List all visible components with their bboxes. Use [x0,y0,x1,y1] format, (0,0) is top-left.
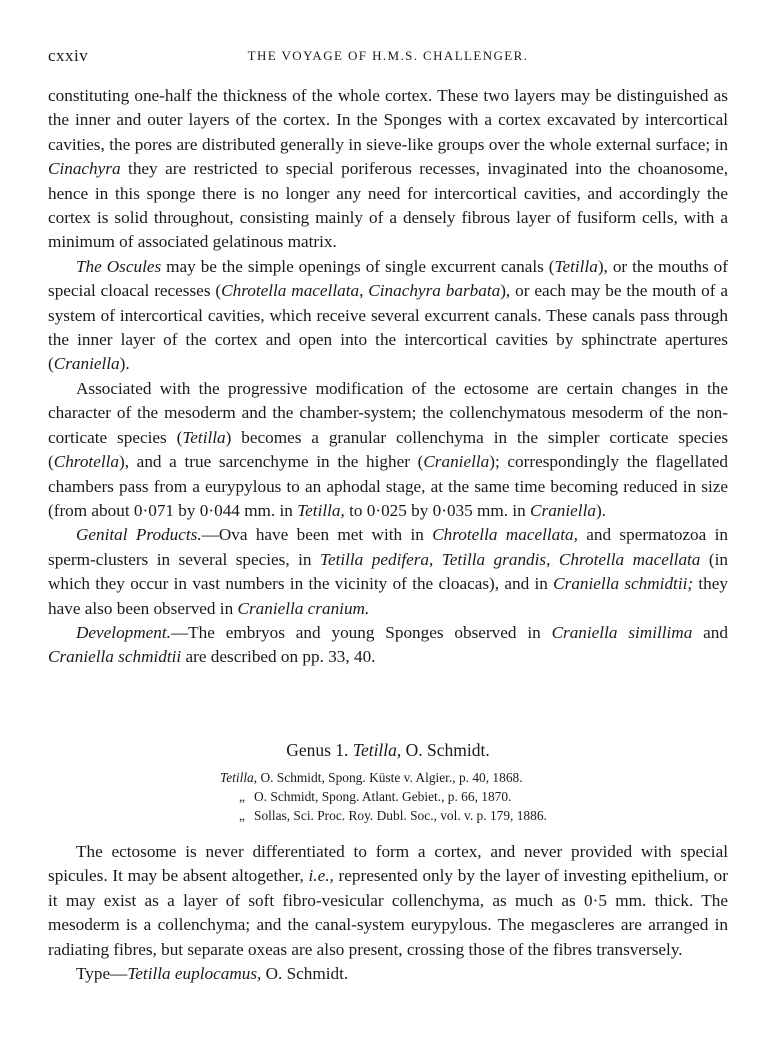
text-run: —The embryos and young Sponges observed in [170,622,552,642]
taxon-name: Chrotella macellata, Cinachyra barbata [221,281,501,301]
section-lead: The Oscules [76,256,162,276]
taxon-name: Tetilla [554,256,598,276]
taxon-name: Craniella [423,452,490,472]
text-run: they have also been observed in [48,574,728,618]
text-run: Type— [76,964,128,984]
text-run: constituting one-half the thickness of the whole cortex. These two layers may be distinguished as the inner and outer layers of the cortex. In the Sponges with a cortex excavated by intercortical cavities, the pores are distributed generally in sieve-like groups over the whole external surface; in [48,86,728,154]
taxon-name: Tetilla, [297,500,345,520]
text-run: represented only by the layer of investing epithelium, or it may exist as a layer of soft fibro-vesicular collenchyma, as much as 0·5 mm. thick. The mesoderm is a collenchyma; and the canal-system eurypylous. The megascleres are arranged in radiating fibres, but separate oxeas are also present, crossing those of the fibres transversely. [48,866,729,959]
reference-list [220,768,728,825]
taxon-name: Craniella [53,354,120,374]
paragraph-ectosome [48,840,728,962]
text-run: ). [595,500,606,520]
taxon-name: Craniella simillima [551,622,693,642]
text-run: ). [119,354,130,374]
reference-item [230,787,728,806]
paragraph-development [48,621,728,670]
text-run: they are restricted to special poriferous recesses, invaginated into the choanosome, hence in this sponge there is no longer any need for intercortical cavities, and accordingly the cortex is solid throughout, consisting mainly of a densely fibrous layer of fusiform cells, with a minimum of associated gelatinous matrix. [48,159,728,252]
text-run: The ectosome is never differentiated to form a cortex, and never provided with special spicules. It may be absent altogether, [48,842,728,886]
taxon-name: Craniella schmidtii [48,647,182,667]
genus-number: Genus 1. [286,740,353,760]
taxon-name: Craniella cranium. [237,598,370,618]
taxon-name: Tetilla euplocamus, [127,964,262,984]
genus-name: Tetilla, [352,740,402,760]
reference-item [230,806,728,825]
paragraph-cortex [48,84,728,255]
running-title: THE VOYAGE OF H.M.S. CHALLENGER. [247,48,529,63]
paragraph-genital-products [48,523,728,621]
running-head [48,46,728,70]
taxon-name: Chrotella macellata, [432,525,578,545]
type-species-line [48,962,728,986]
paragraph-oscules [48,255,728,377]
text-run: O. Schmidt. [261,964,349,984]
text-run: ) becomes a granular collenchyma in the simpler corticate species ( [48,427,729,472]
reference-text: O. Schmidt, Spong. Küste v. Algier., p. 40, 1868. [257,770,523,785]
text-run: ); correspondingly the flagellated chambers pass from a eurypylous to an aphodal stage, at the same time becoming reduced in size (from about 0·071 by 0·044 mm. in [48,452,728,520]
ditto-mark: „ [239,789,245,804]
genus-heading [48,738,728,762]
section-lead: Development. [76,622,171,642]
taxon-name: Tetilla pedifera, Tetilla grandis, Chrotella macellata [319,549,701,569]
reference-text: O. Schmidt, Spong. Atlant. Gebiet., p. 66, 1870. [254,789,512,804]
taxon-name: Tetilla [182,427,226,447]
genus-section [48,738,728,825]
taxon-name: Craniella [530,500,596,520]
genus-author: O. Schmidt. [401,740,490,760]
reference-item [220,768,728,787]
text-run: and [692,622,728,642]
text-run: to 0·025 by 0·035 mm. in [344,500,531,520]
text-run: and spermatozoa in sperm-clusters in several species, in [48,525,728,569]
ditto-mark: „ [239,808,245,823]
taxon-name: Cinachyra [48,159,121,179]
taxon-name: Craniella schmidtii; [553,574,694,594]
section-lead: Genital Products. [76,525,202,545]
paragraph-mesoderm [48,377,728,523]
reference-text: Sollas, Sci. Proc. Roy. Dubl. Soc., vol. v. p. 179, 1886. [254,808,547,823]
text-run: may be the simple openings of single excurrent canals ( [161,256,555,276]
text-run: Associated with the progressive modification of the ectosome are certain changes in the character of the mesoderm and the chamber-system; the collenchymatous mesoderm of the non-corticate species ( [48,378,728,447]
text-run: —Ova have been met with in [201,525,433,545]
text-run: ), or each may be the mouth of a system of intercortical cavities, which receive several excurrent canals. These canals pass through the inner layer of the cortex and open into the intercortical cavities by sphinctrate apertures ( [48,281,728,374]
text-run: ), or the mouths of special cloacal recesses ( [48,256,728,301]
text-run: are described on pp. 33, 40. [181,647,376,667]
reference-lead: Tetilla, [220,770,258,785]
genus-description [48,840,728,986]
text-run: ), and a true sarcenchyme in the higher ( [118,452,424,472]
abbreviation: i.e., [308,866,334,886]
page-number: cxxiv [48,46,89,65]
taxon-name: Chrotella [53,452,119,472]
body-text [48,84,728,670]
text-run: (in which they occur in vast numbers in the vicinity of the cloacas), and in [48,549,728,594]
